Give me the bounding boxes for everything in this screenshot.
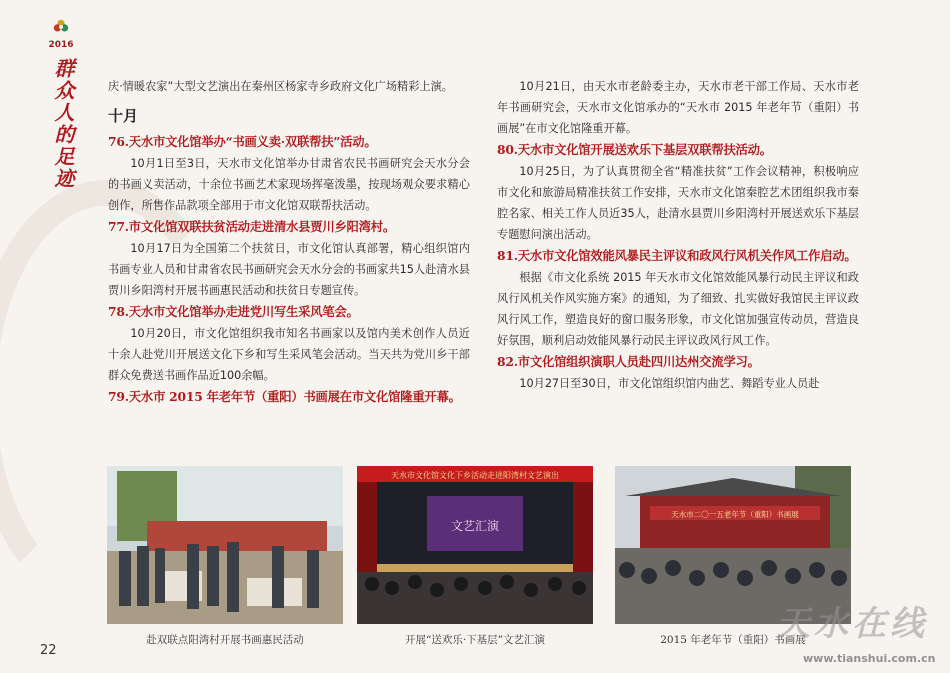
flower-icon	[52, 18, 70, 36]
entry-body: 10月20日，市文化馆组织我市知名书画家以及馆内美术创作人员近十余人赴党川开展送文化下乡和写生采风笔会活动。当天共为党川乡干部群众免费送书画作品近100余幅。	[108, 327, 470, 382]
anniversary-logo	[48, 18, 74, 50]
entry-body: 10月25日，为了认真贯彻全省“精准扶贫”工作会议精神，积极响应市文化和旅游局精准扶贫工作安排，天水市文化馆秦腔艺术团组织我市秦腔名家、相关工作人员近35人，赴清水县贾川乡阳湾村开展送欢乐下基层专题慰问演出活动。	[497, 165, 859, 241]
photo-caption: 2015 年老年节（重阳）书画展	[660, 634, 806, 646]
photo-strip	[107, 466, 862, 651]
entry-body: 10月27日至30日，市文化馆组织馆内曲艺、舞蹈专业人员赴	[519, 377, 820, 390]
entry-heading: 77.市文化馆双联扶贫活动走进清水县贾川乡阳湾村。	[108, 219, 395, 234]
entry-body: 10月17日为全国第二个扶贫日，市文化馆认真部署，精心组织馆内书画专业人员和甘肃省农民书画研究会天水分会的书画家共15人赴清水县贾川乡阳湾村开展书画惠民活动和扶贫日专题宣传。	[108, 242, 470, 297]
entry-heading: 79.天水市 2015 年老年节（重阳）书画展在市文化馆隆重开幕。	[108, 389, 461, 404]
photo-stage-performance	[357, 466, 593, 624]
photo-card	[357, 466, 593, 647]
entry-heading: 82.市文化馆组织演职人员赴四川达州交流学习。	[497, 354, 760, 369]
site-watermark-logo: 天水在线	[776, 604, 928, 644]
photo-caption: 赴双联点阳湾村开展书画惠民活动	[146, 634, 304, 646]
entry-body: 根据《市文化系统 2015 年天水市文化馆效能风暴行动民主评议和政风行风机关作风实施方案》的通知，为了细致、扎实做好我馆民主评议政风行风工作，塑造良好的窗口服务形象，市文化馆加强宣传动员，营造良好氛围，顺利启动效能风暴行动民主评议政风行风工作。	[497, 271, 859, 347]
site-watermark-url: www.tianshui.com.cn	[803, 652, 936, 665]
photo-calligraphy-event	[107, 466, 343, 624]
entry-heading: 78.天水市文化馆举办走进党川写生采风笔会。	[108, 304, 359, 319]
left-column	[108, 76, 470, 408]
side-title: 群众人的足迹	[51, 58, 75, 190]
photo-card	[107, 466, 343, 647]
stage-backdrop-text: 文艺汇演	[450, 519, 500, 533]
page-number: 22	[40, 643, 57, 658]
right-column	[497, 76, 859, 394]
month-heading: 十月	[108, 107, 139, 125]
exhibition-banner-text: 天水市二〇一五老年节（重阳）书画展	[671, 510, 799, 519]
intro-text: 庆·情暖农家”大型文艺演出在秦州区杨家寺乡政府文化广场精彩上演。	[108, 80, 453, 93]
logo-year: 2016	[48, 40, 74, 50]
intro-text: 10月21日，由天水市老龄委主办，天水市老干部工作局、天水市老年书画研究会，天水市文化馆承办的“天水市 2015 年老年节（重阳）书画展”在市文化馆隆重开幕。	[497, 80, 859, 135]
entry-heading: 81.天水市文化馆效能风暴民主评议和政风行风机关作风工作启动。	[497, 248, 857, 263]
stage-banner-text: 天水市文化馆文化下乡活动走进阳湾村文艺演出	[391, 471, 559, 480]
entry-heading: 76.天水市文化馆举办“书画义卖·双联帮扶”活动。	[108, 134, 377, 149]
photo-caption: 开展“送欢乐·下基层”文艺汇演	[404, 634, 546, 646]
entry-heading: 80.天水市文化馆开展送欢乐下基层双联帮扶活动。	[497, 142, 772, 157]
entry-body: 10月1日至3日，天水市文化馆举办甘肃省农民书画研究会天水分会的书画义卖活动，十余位书画艺术家现场挥毫泼墨，按现场观众要求精心创作，所售作品款项全部用于市文化馆双联帮扶活动。	[108, 157, 470, 212]
